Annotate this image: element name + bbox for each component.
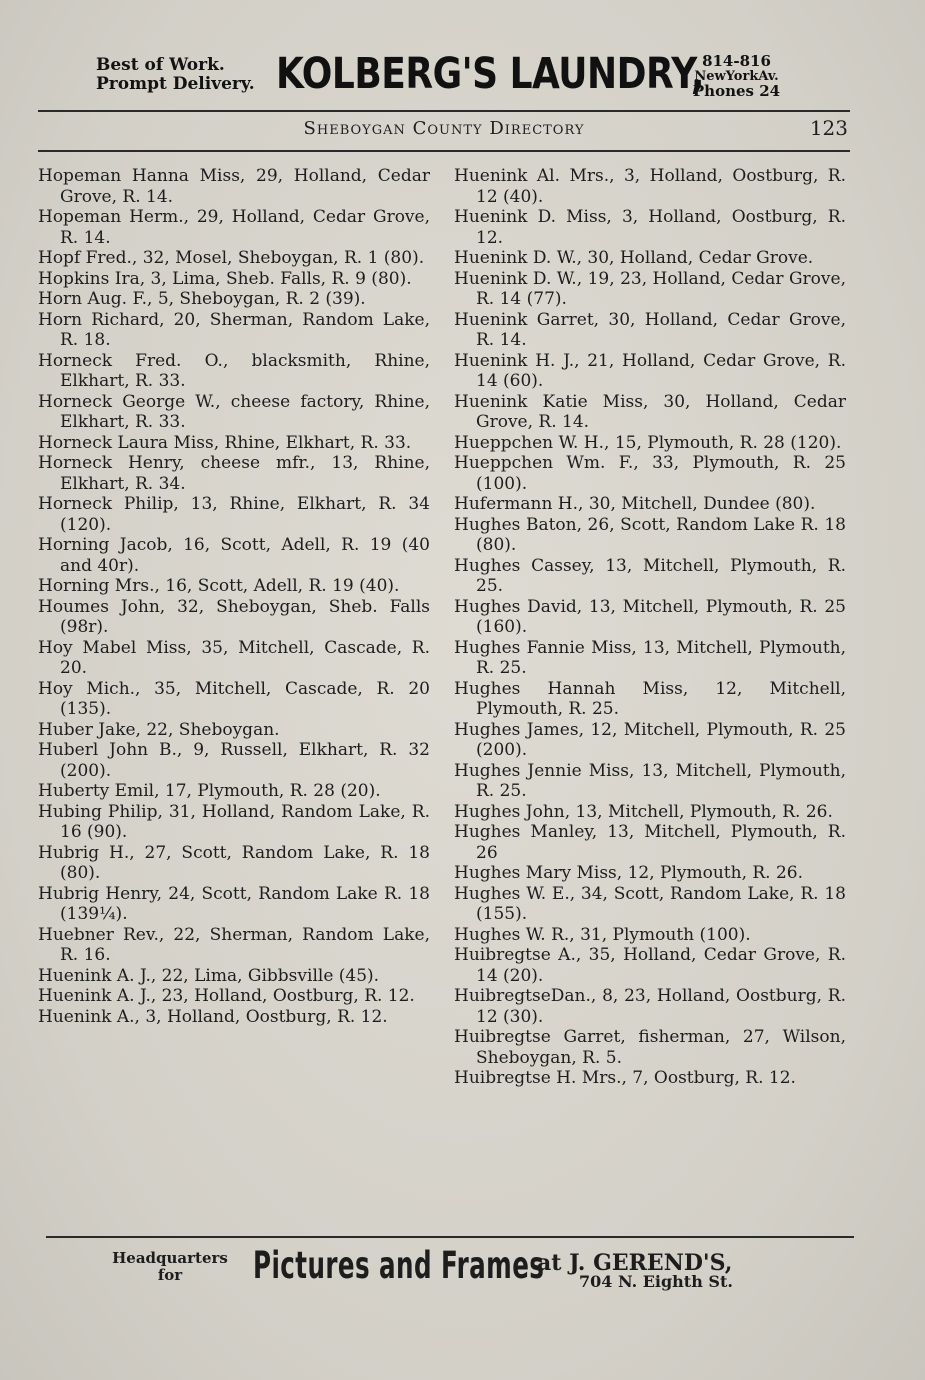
laundry-address: [674, 54, 799, 99]
page-number: 123: [809, 116, 848, 140]
directory-entry: Hughes James, 12, Mitchell, Plymouth, R. 25 (200).: [454, 719, 846, 760]
directory-entry: Huenink Katie Miss, 30, Holland, Cedar Grove, R. 14.: [454, 391, 846, 432]
directory-entry: Horn Richard, 20, Sherman, Random Lake, R. 18.: [38, 309, 430, 350]
directory-entry: Huberl John B., 9, Russell, Elkhart, R. 32 (200).: [38, 740, 430, 781]
directory-entry: Hopeman Hanna Miss, 29, Holland, Cedar Grove, R. 14.: [38, 166, 430, 207]
directory-entry: Hughes David, 13, Mitchell, Plymouth, R. 25 (160).: [454, 596, 846, 637]
directory-entry: Horneck George W., cheese factory, Rhine, Elkhart, R. 33.: [38, 391, 430, 432]
directory-entry: Hughes Manley, 13, Mitchell, Plymouth, R. 26: [454, 822, 846, 863]
address-line: Phones 24: [692, 82, 781, 100]
footer-rule: [46, 1236, 854, 1238]
directory-entry: Hughes Jennie Miss, 13, Mitchell, Plymouth, R. 25.: [454, 760, 846, 801]
laundry-slogan: [96, 56, 271, 94]
directory-entry: Huenink D. Miss, 3, Holland, Oostburg, R. 12.: [454, 207, 846, 248]
directory-entry: Hughes Cassey, 13, Mitchell, Plymouth, R. 25.: [454, 555, 846, 596]
directory-entry: Hughes W. E., 34, Scott, Random Lake, R. 18 (155).: [454, 883, 846, 924]
directory-entry: Huberty Emil, 17, Plymouth, R. 28 (20).: [38, 781, 381, 801]
directory-entry: Huibregtse A., 35, Holland, Cedar Grove, R. 14 (20).: [454, 945, 846, 986]
page-title: Sheboygan County Directory: [303, 118, 585, 139]
directory-entry: Horneck Henry, cheese mfr., 13, Rhine, Elkhart, R. 34.: [38, 453, 430, 494]
directory-entry: Horn Aug. F., 5, Sheboygan, R. 2 (39).: [38, 289, 366, 309]
directory-entry: Horneck Philip, 13, Rhine, Elkhart, R. 34 (120).: [38, 494, 430, 535]
directory-entry: Hoy Mich., 35, Mitchell, Cascade, R. 20 (135).: [38, 678, 430, 719]
directory-entry: Hughes Mary Miss, 12, Plymouth, R. 26.: [454, 863, 804, 883]
directory-entry: Hubrig H., 27, Scott, Random Lake, R. 18 (80).: [38, 842, 430, 883]
directory-entry: Huenink D. W., 19, 23, Holland, Cedar Grove, R. 14 (77).: [454, 268, 846, 309]
directory-entry: Huenink D. W., 30, Holland, Cedar Grove.: [454, 248, 814, 268]
headquarters-label: [105, 1250, 235, 1284]
right-column: [454, 166, 846, 1089]
directory-entry: Hueppchen W. H., 15, Plymouth, R. 28 (120).: [454, 432, 842, 453]
frames-advertisement: [105, 1246, 825, 1296]
address-line: NewYorkAv.: [694, 69, 779, 84]
directory-entry: Hughes W. R., 31, Plymouth (100).: [454, 924, 751, 945]
directory-entry: Huibregtse H. Mrs., 7, Oostburg, R. 12.: [454, 1068, 796, 1088]
directory-entry: Hopkins Ira, 3, Lima, Sheb. Falls, R. 9 (80).: [38, 268, 412, 289]
hq-line: for: [157, 1266, 183, 1284]
directory-entry: Huenink A. J., 22, Lima, Gibbsville (45).: [38, 965, 380, 986]
directory-entry: Hughes John, 13, Mitchell, Plymouth, R. 26.: [454, 801, 833, 822]
frames-headline: Pictures and Frames: [253, 1244, 545, 1288]
directory-entry: Huenink Garret, 30, Holland, Cedar Grove, R. 14.: [454, 309, 846, 350]
address-line: 814-816: [702, 52, 771, 70]
directory-entry: Horneck Laura Miss, Rhine, Elkhart, R. 33.: [38, 432, 412, 453]
directory-entry: Hoy Mabel Miss, 35, Mitchell, Cascade, R. 20.: [38, 637, 430, 678]
laundry-brand: KOLBERG'S LAUNDRY,: [276, 50, 705, 99]
directory-entry: Huenink A., 3, Holland, Oostburg, R. 12.: [38, 1006, 388, 1027]
directory-entry: Hughes Hannah Miss, 12, Mitchell, Plymouth, R. 25.: [454, 678, 846, 719]
header-rule-bottom: [38, 150, 850, 152]
header-rule-top: [38, 110, 850, 112]
directory-entry: Hopf Fred., 32, Mosel, Sheboygan, R. 1 (80).: [38, 248, 425, 268]
hq-line: Headquarters: [112, 1249, 228, 1267]
directory-entry: Hubrig Henry, 24, Scott, Random Lake R. 18 (139¼).: [38, 883, 430, 924]
shop-name: at J. GEREND'S,: [537, 1250, 733, 1276]
directory-entry: Huebner Rev., 22, Sherman, Random Lake, R. 16.: [38, 924, 430, 965]
directory-entry: Hufermann H., 30, Mitchell, Dundee (80).: [454, 494, 816, 514]
directory-entry: Hubing Philip, 31, Holland, Random Lake, R. 16 (90).: [38, 801, 430, 842]
directory-entry: Hueppchen Wm. F., 33, Plymouth, R. 25 (100).: [454, 453, 846, 494]
page-header: [38, 116, 850, 144]
directory-entry: Hughes Baton, 26, Scott, Random Lake R. 18 (80).: [454, 514, 846, 555]
shop-address: 704 N. Eighth St.: [579, 1272, 733, 1291]
directory-entry: Huenink Al. Mrs., 3, Holland, Oostburg, R. 12 (40).: [454, 166, 846, 207]
left-column: [38, 166, 430, 1027]
directory-entry: Horneck Fred. O., blacksmith, Rhine, Elkhart, R. 33.: [38, 350, 430, 391]
directory-entry: Hopeman Herm., 29, Holland, Cedar Grove, R. 14.: [38, 207, 430, 248]
directory-entry: Huenink H. J., 21, Holland, Cedar Grove, R. 14 (60).: [454, 350, 846, 391]
directory-entry: Houmes John, 32, Sheboygan, Sheb. Falls (98r).: [38, 596, 430, 637]
directory-entry: Horning Mrs., 16, Scott, Adell, R. 19 (40).: [38, 576, 400, 596]
directory-entry: Huibregtse Garret, fisherman, 27, Wilson, Sheboygan, R. 5.: [454, 1027, 846, 1068]
directory-entry: Huber Jake, 22, Sheboygan.: [38, 719, 280, 740]
directory-entry: Huenink A. J., 23, Holland, Oostburg, R. 12.: [38, 986, 415, 1006]
directory-entry: HuibregtseDan., 8, 23, Holland, Oostburg, R. 12 (30).: [454, 986, 846, 1027]
slogan-line: Prompt Delivery.: [96, 74, 255, 94]
slogan-line: Best of Work.: [96, 55, 225, 75]
laundry-advertisement: [96, 52, 796, 104]
directory-entry: Horning Jacob, 16, Scott, Adell, R. 19 (40 and 40r).: [38, 535, 430, 576]
directory-entry: Hughes Fannie Miss, 13, Mitchell, Plymouth, R. 25.: [454, 637, 846, 678]
